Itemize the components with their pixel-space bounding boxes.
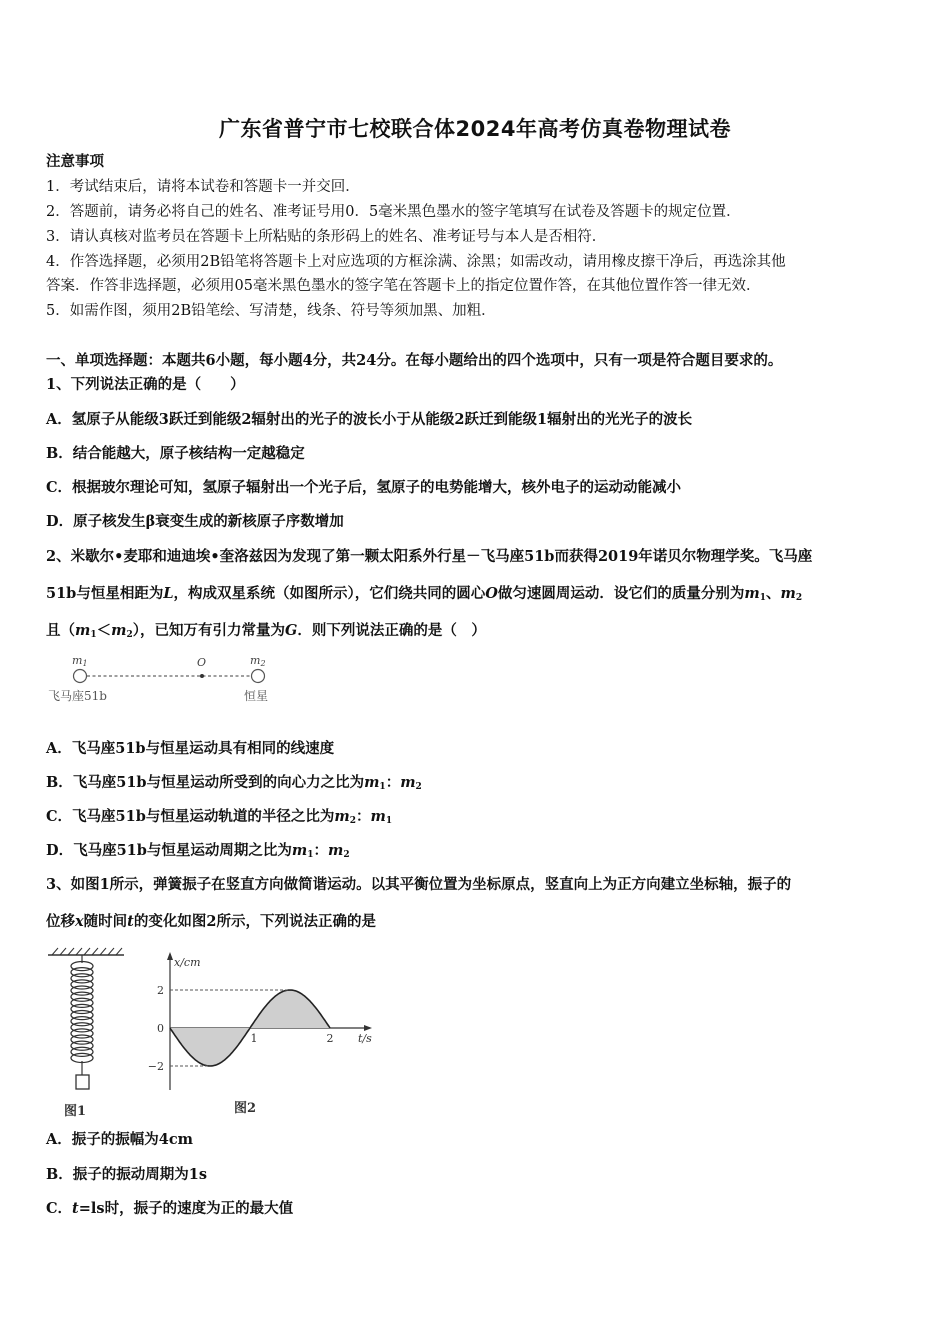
q2-option-a: A．飞马座51b与恒星运动具有相同的线速度 [46,740,335,757]
q1-option-d: D．原子核发生β衰变生成的新核原子序数增加 [46,513,344,530]
y-axis-label: x/cm [174,956,201,969]
spring-coils [71,961,93,1062]
x-axis-arrow [364,1025,372,1031]
q3-option-b: B．振子的振动周期为1s [46,1166,208,1183]
star-circle [252,670,265,683]
notice-item: 5．如需作图，须用2B铅笔绘、写清楚，线条、符号等须加黑、加粗． [46,303,496,319]
q3-option-c: C．t=ls时，振子的速度为正的最大值 [46,1200,294,1217]
section-heading: 一、单项选择题：本题共6小题，每小题4分，共24分。在每小题给出的四个选项中，只有一项是符合题目要求的。 [46,352,783,369]
figure2-label: 图2 [234,1101,257,1116]
center-dot [200,674,204,678]
q3-stem-line1: 3、如图1所示，弹簧振子在竖直方向做简谐运动。以其平衡位置为坐标原点，竖直向上为正方向建立坐标轴，振子的 [46,876,792,893]
notice-heading: 注意事项 [46,153,104,170]
x-tick-label: 2 [326,1032,334,1045]
ceiling-hatch [52,948,122,955]
q1-option-c: C．根据玻尔理论可知，氢原子辐射出一个光子后，氢原子的电势能增大，核外电子的运动动能减小 [46,479,682,496]
notice-item: 3．请认真核对监考员在答题卡上所粘贴的条形码上的姓名、准考证号与本人是否相符． [46,229,607,245]
m1-label: m1 [72,654,88,668]
star-name-label: 恒星 [244,689,269,703]
y-tick-label: 2 [157,984,164,997]
spring-figure [44,945,134,1120]
m2-label: m2 [250,654,266,668]
oscillator-block [76,1075,89,1089]
q1-option-a: A．氢原子从能级3跃迁到能级2辐射出的光子的波长小于从能级2跃迁到能级1辐射出的光光子的波长 [46,411,693,428]
notice-item: 1．考试结束后，请将本试卷和答题卡一并交回． [46,179,360,195]
x-axis-label: t/s [358,1032,372,1045]
q2-stem-line1: 2、米歇尔•麦耶和迪迪埃•奎洛兹因为发现了第一颗太阳系外行星－飞马座51b而获得2019年诺贝尔物理学奖。飞马座 [46,548,813,565]
planet-circle [74,670,87,683]
binary-star-figure [44,652,284,712]
y-tick-label: −2 [147,1060,164,1073]
displacement-time-graph [146,950,386,1122]
exam-title: 广东省普宁市七校联合体2024年高考仿真卷物理试卷 [219,117,731,141]
q2-option-b: B．飞马座51b与恒星运动所受到的向心力之比为$m_1$：$m_2$ [46,774,422,792]
q1-stem: 1、下列说法正确的是（ ） [46,376,245,393]
q2-stem-line2: 51b与恒星相距为L，构成双星系统（如图所示），它们绕共同的圆心O做匀速圆周运动．设它们的质量分别为$m_1$、$m_2$ [46,585,803,603]
notice-item: 4．作答选择题，必须用2B铅笔将答题卡上对应选项的方框涂满、涂黑；如需改动，请用橡皮擦干净后，再选涂其他 [46,254,786,270]
figure1-label: 图1 [64,1104,87,1119]
q2-option-c: C．飞马座51b与恒星运动轨道的半径之比为$m_2$：$m_1$ [46,808,393,826]
y-tick-label: 0 [157,1022,164,1035]
y-axis-arrow [167,952,173,960]
x-tick-label: 1 [250,1032,258,1045]
q3-stem-line2: 位移x随时间t的变化如图2所示，下列说法正确的是 [46,913,376,930]
q3-option-a: A．振子的振幅为4cm [46,1131,194,1148]
planet-name-label: 飞马座51b [48,689,107,703]
center-o-label: O [197,656,207,669]
notice-item: 2．答题前，请务必将自己的姓名、准考证号用0．5毫米黑色墨水的签字笔填写在试卷及答题卡的规定位置． [46,204,741,220]
q2-option-d: D．飞马座51b与恒星运动周期之比为$m_1$：$m_2$ [46,842,350,860]
q1-option-b: B．结合能越大，原子核结构一定越稳定 [46,445,305,462]
notice-item: 答案．作答非选择题，必须用05毫米黑色墨水的签字笔在答题卡上的指定位置作答，在其他位置作答一律无效． [46,278,761,294]
q2-stem-line3: 且$(m_1<m_2)$，已知万有引力常量为G．则下列说法正确的是（ ） [46,622,486,640]
